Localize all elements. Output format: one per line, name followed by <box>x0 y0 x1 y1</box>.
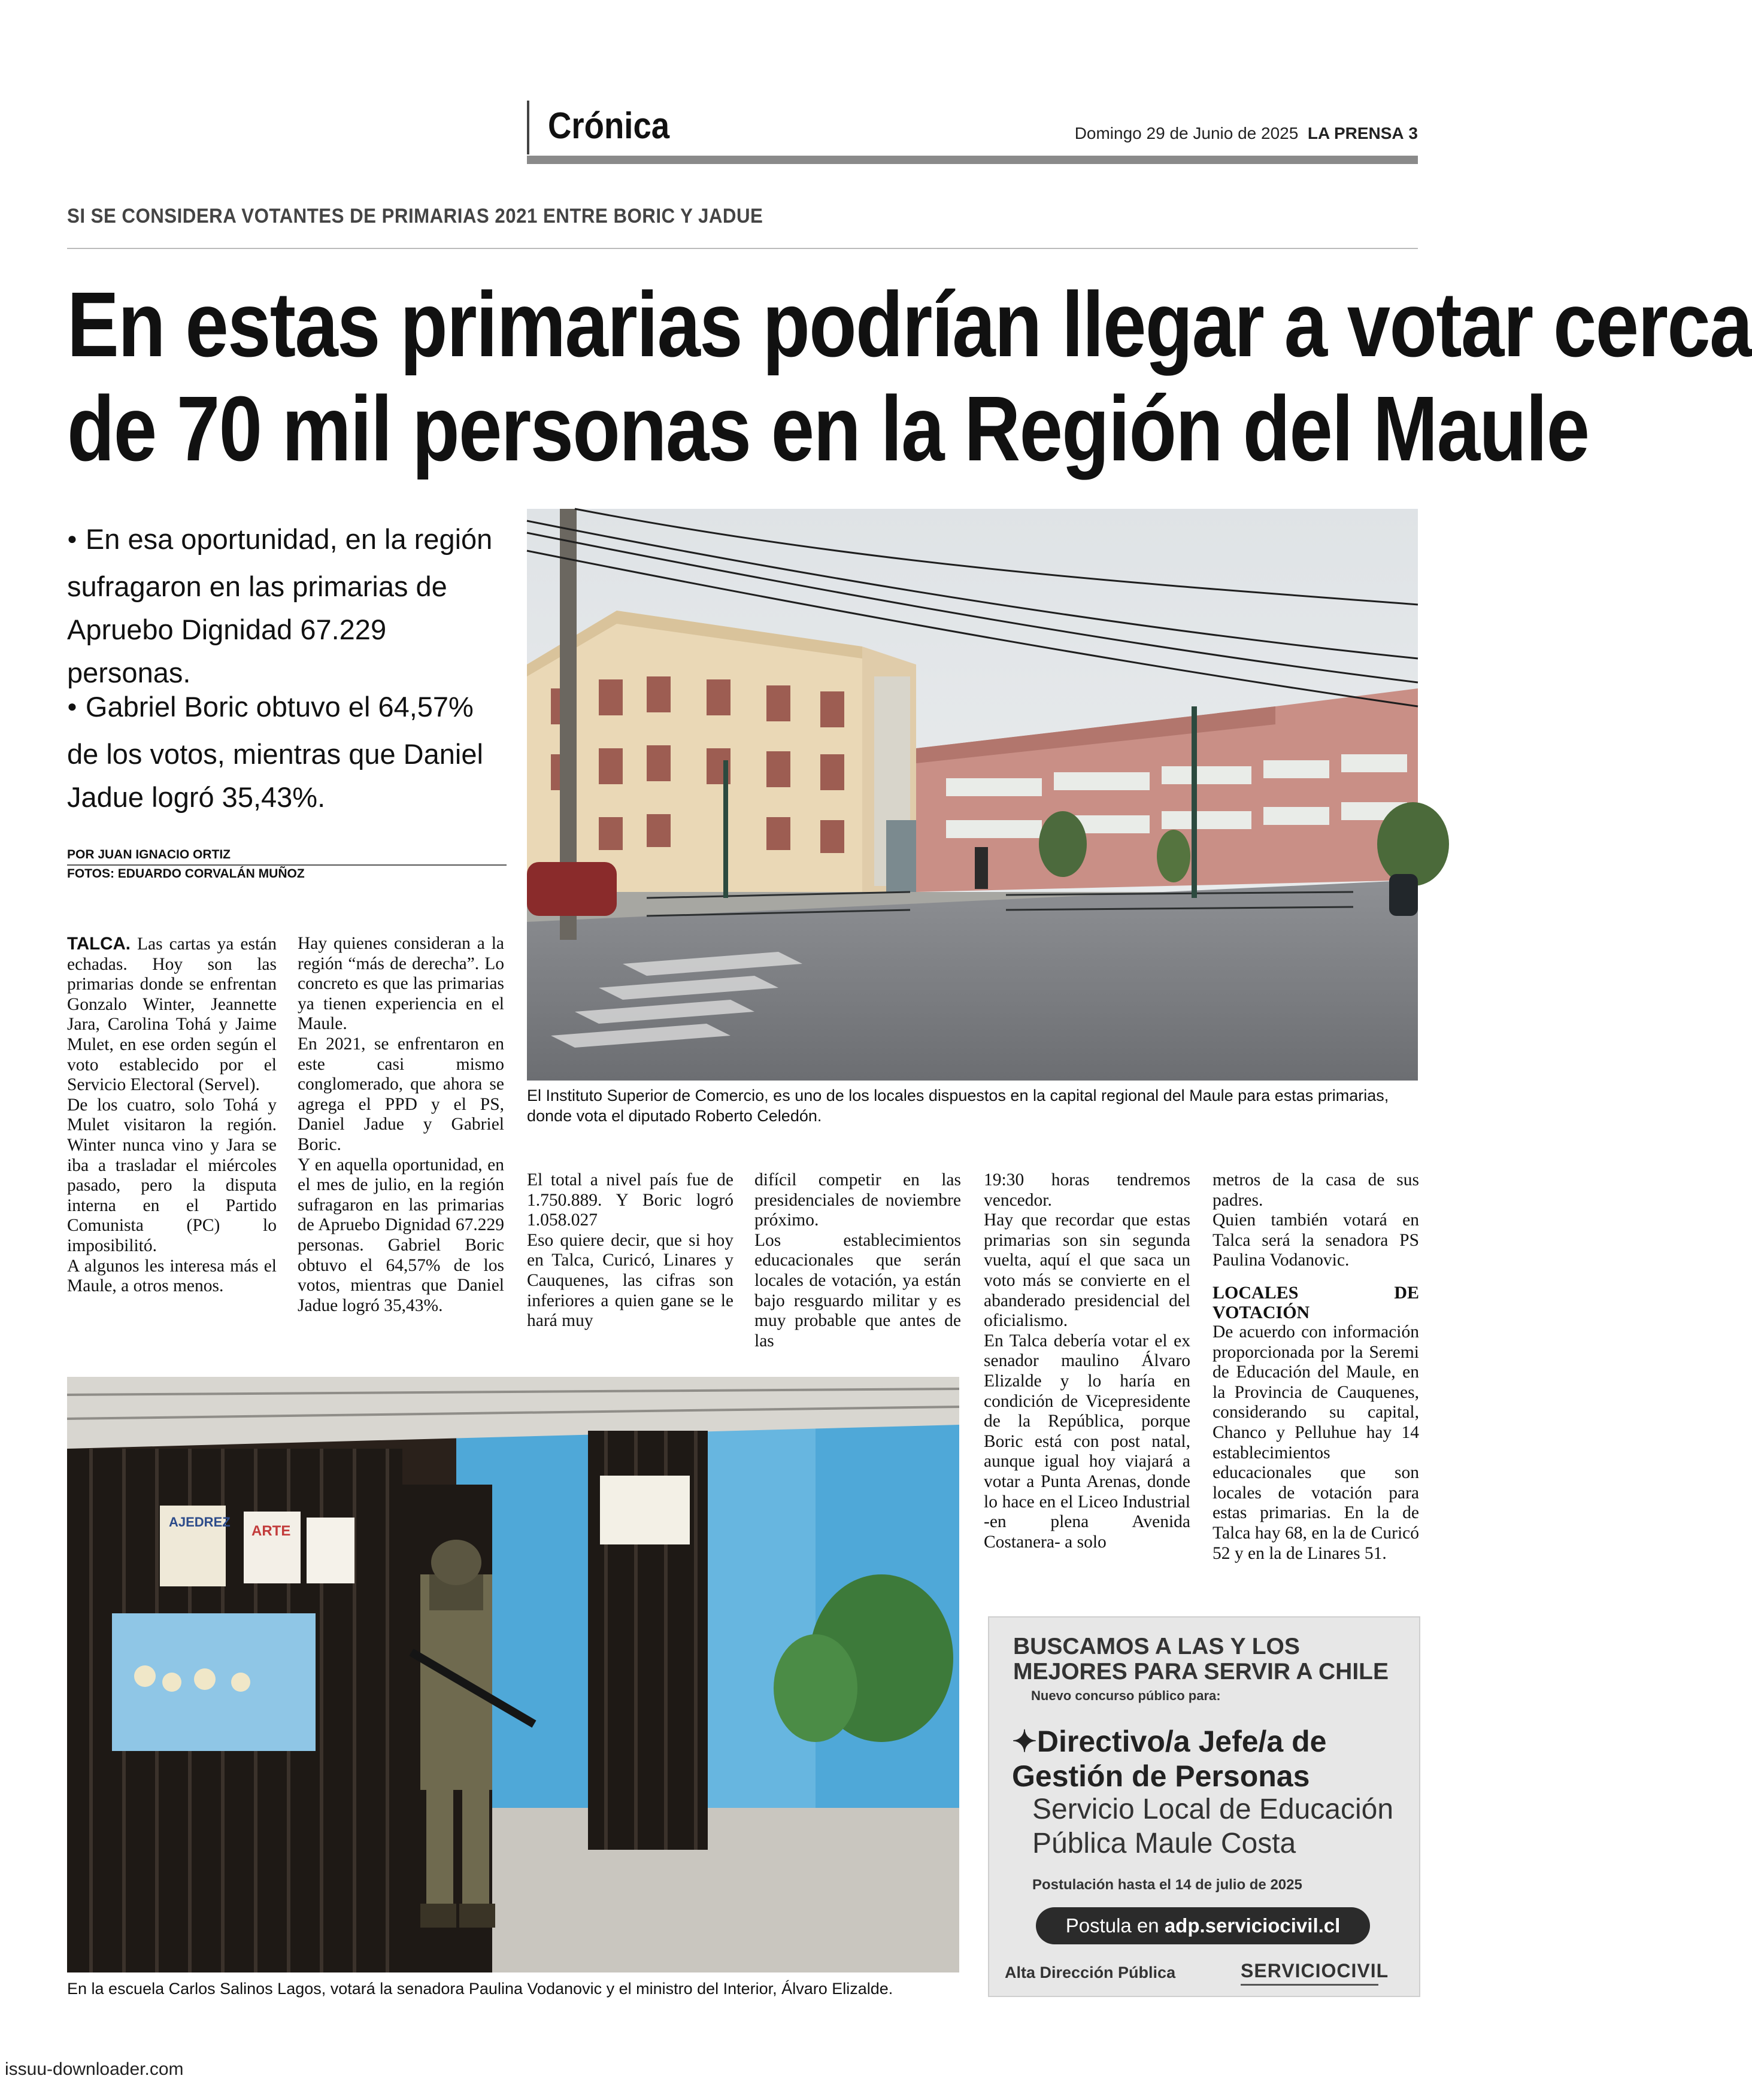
ad-headline: BUSCAMOS A LAS Y LOS MEJORES PARA SERVIR A CHILE <box>1013 1634 1389 1685</box>
kicker: SI SE CONSIDERA VOTANTES DE PRIMARIAS 2021 ENTRE BORIC Y JADUE <box>67 205 763 227</box>
article-paragraph: En 2021, se enfrentaron en este casi mismo conglomerado, que ahora se agrega el PPD y el PS, Daniel Jadue y Gabriel Boric. <box>298 1034 504 1154</box>
headline <box>67 272 1752 481</box>
article-paragraph: TALCA. Las cartas ya están echadas. Hoy son las primarias donde se enfrentan Gonzalo Winter, Jeannette Jara, Carolina Tohá y Jaime Mulet, en ese orden según el voto establecido por el Servicio Electoral (Servel). <box>67 934 277 1095</box>
summary-bullet: ● Gabriel Boric obtuvo el 64,57% de los votos, mientras que Daniel Jadue logró 35,43%. <box>67 685 510 819</box>
article-paragraph: A algunos les interesa más el Maule, a otros menos. <box>67 1256 277 1296</box>
star-icon: ✦ <box>1012 1725 1037 1758</box>
article-column <box>298 934 504 1316</box>
job-advertisement <box>988 1616 1420 1997</box>
headline-line-1: En estas primarias podrían llegar a votar cerca <box>67 273 1752 376</box>
article-paragraph: Los establecimientos educacionales que serán locales de votación, ya están bajo resguardo militar y es muy probable que antes de las <box>754 1230 961 1351</box>
byline-rule <box>67 864 507 866</box>
arte-sign: ARTE <box>251 1523 291 1539</box>
logo-underline <box>1241 1984 1378 1986</box>
school-entrance-photo <box>67 1377 959 1972</box>
article-paragraph: Quien también votará en Talca será la senadora PS Paulina Vodanovic. <box>1213 1210 1419 1270</box>
article-paragraph: difícil competir en las presidenciales de noviembre próximo. <box>754 1170 961 1230</box>
article-column <box>754 1170 961 1351</box>
author-credit: POR JUAN IGNACIO ORTIZ <box>67 848 231 861</box>
photo-credit: FOTOS: EDUARDO CORVALÁN MUÑOZ <box>67 867 305 881</box>
building-photo <box>527 509 1418 1081</box>
ad-footer-brand: Alta Dirección Pública <box>1005 1964 1176 1981</box>
kicker-rule <box>67 248 1418 249</box>
header-divider <box>527 101 529 154</box>
photo-caption: En la escuela Carlos Salinos Lagos, votará la senadora Paulina Vodanovic y el ministro del Interior, Álvaro Elizalde. <box>67 1980 893 1998</box>
article-column <box>984 1170 1190 1552</box>
watermark: issuu-downloader.com <box>5 2059 184 2079</box>
photo-caption: El Instituto Superior de Comercio, es uno de los locales dispuestos en la capital regional del Maule para estas primarias, donde vota el diputado Roberto Celedón. <box>527 1087 1389 1125</box>
dateline: TALCA. <box>67 934 131 954</box>
section-name: Crónica <box>548 105 670 147</box>
article-paragraph: 19:30 horas tendremos vencedor. <box>984 1170 1190 1210</box>
ad-subtitle: Nuevo concurso público para: <box>1031 1688 1221 1703</box>
ad-deadline: Postulación hasta el 14 de julio de 2025 <box>1032 1877 1302 1893</box>
article-paragraph: Hay quienes consideran a la región “más de derecha”. Lo concreto es que las primarias ya tienen experiencia en el Maule. <box>298 934 504 1034</box>
article-paragraph: Hay que recordar que estas primarias son sin segunda vuelta, aquí el que saca un voto más se convierte en el abanderado presidencial del oficialismo. <box>984 1210 1190 1331</box>
header-date-line <box>1075 124 1418 143</box>
article-column <box>67 934 277 1297</box>
article-paragraph: Eso quiere decir, que si hoy en Talca, Curicó, Linares y Cauquenes, las cifras son inferiores a quien gane se le hará muy <box>527 1230 733 1331</box>
ad-position-title: ✦Directivo/a Jefe/a de Gestión de Personas <box>1012 1725 1327 1793</box>
article-paragraph: De los cuatro, solo Tohá y Mulet visitaron la región. Winter nunca vino y Jara se iba a trasladar el miércoles pasado, pero la disputa interna en el Partido Comunista (PC) lo imposibilitó. <box>67 1095 277 1255</box>
article-paragraph: metros de la casa de sus padres. <box>1213 1170 1419 1210</box>
issue-date: Domingo 29 de Junio de 2025 <box>1074 124 1299 142</box>
article-paragraph: Y en aquella oportunidad, en el mes de julio, en la región sufragaron en las primarias de Apruebo Dignidad 67.229 personas. Gabriel Boric obtuvo el 64,57% de los votos, mientras que Daniel Jadue logró 35,43%. <box>298 1155 504 1315</box>
ajedrez-sign: AJEDREZ <box>169 1515 231 1530</box>
subheading: LOCALES DE VOTACIÓN <box>1213 1282 1419 1322</box>
article-paragraph: En Talca debería votar el ex senador maulino Álvaro Elizalde y lo haría en condición de Vicepresidente de la República, porque Boric está con post natal, aunque igual hoy viajará a votar a Punta Arenas, donde lo hace en el Liceo Industrial -en plena Avenida Costanera- a solo <box>984 1331 1190 1552</box>
article-paragraph: De acuerdo con información proporcionada por la Seremi de Educación del Maule, en la Provincia de Cauquenes, considerando su capital, Chanco y Pelluhue hay 14 establecimientos educacionales que son locales de votación para estas primarias. En la de Talca hay 68, en la de Curicó 52 y en la de Linares 51. <box>1213 1322 1419 1563</box>
servicio-civil-logo: SERVICIOCIVIL <box>1241 1960 1389 1981</box>
newspaper-name: LA PRENSA <box>1307 124 1404 142</box>
ad-organization: Servicio Local de Educación Pública Maule Costa <box>1032 1794 1394 1859</box>
page-number: 3 <box>1408 124 1418 142</box>
headline-line-2: de 70 mil personas en la Región del Maule <box>67 377 1589 480</box>
apply-link[interactable]: Postula en adp.serviciocivil.cl <box>1036 1907 1370 1944</box>
article-column <box>1213 1170 1419 1564</box>
summary-bullet: ● En esa oportunidad, en la región sufragaron en las primarias de Apruebo Dignidad 67.229 personas. <box>67 518 510 694</box>
article-paragraph: El total a nivel país fue de 1.750.889. Y Boric logró 1.058.027 <box>527 1170 733 1230</box>
header-rule <box>527 156 1418 164</box>
article-column <box>527 1170 733 1331</box>
